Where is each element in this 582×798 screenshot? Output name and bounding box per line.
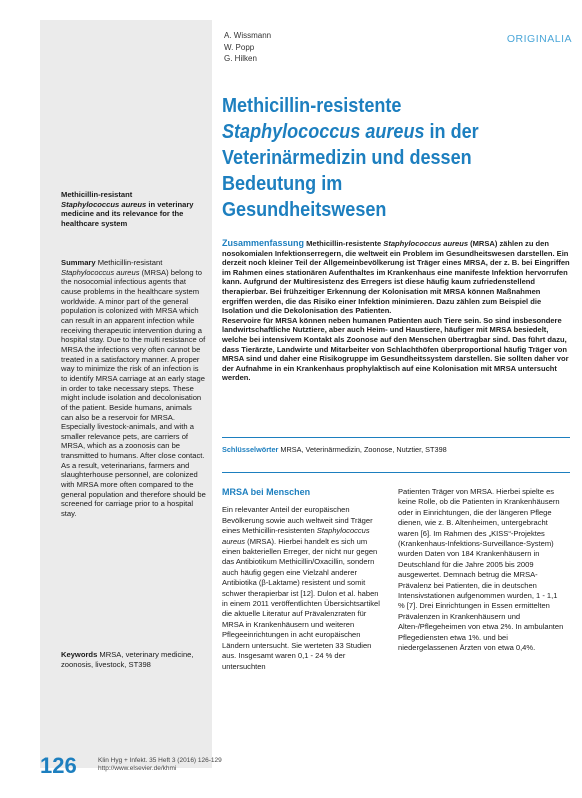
german-keywords [222, 445, 570, 455]
english-title [61, 190, 206, 228]
title-line: Veterinärmedizin und dessen [222, 146, 472, 169]
summary-italic: Staphylococcus aureus [61, 267, 140, 277]
divider [222, 472, 570, 473]
keywords-label: Keywords [61, 650, 98, 659]
author-name: A. Wissmann [224, 31, 272, 40]
title-line: Methicillin-resistente [222, 94, 402, 117]
title-text: in der [424, 120, 479, 143]
abstract-paragraph: Reservoire für MRSA können neben humanen Patienten auch Tiere sein. So sind insbesondere landwirtschaftliche Nutztiere, aber auch Heim- und Haustiere, häufiger mit MRSA besiedelt, welche bei intensivem Kontakt als Zoonose auf den Menschen übertragbar sind. Das führt dazu, dass Tierärzte, Landwirte und Mitarbeiter von Schlachthöfen überproportional häufig Träger von MRSA sind und daher eine Risikogruppe im Gesundheitssystem darstellen. Sie sollten daher vor der Aufnahme in ein Krankenhaus prophylaktisch auf eine Kolonisation mit MRSA untersucht werden. [222, 315, 569, 383]
keywords-text: MRSA, veterinary medicine, zoonosis, livestock, ST398 [61, 650, 194, 669]
section-badge: ORIGINALIA [506, 33, 572, 45]
body-text: (MRSA). Hierbei handelt es sich um einen bakteriellen Erreger, der nicht nur gegen das Antibiotikum Methicillin/Oxacillin, sondern auch häufig gegen eine Vielzahl anderer Antibiotika (β-Laktame) resistent und somit schwer therapierbar ist [12]. Dulon et al. haben in einem 2011 veröffentlichten Übersichtsartikel die aktuelle Literatur auf Prävalenzraten für MRSA in Krankenhäusern und weiteren Pflegeeinrichtungen in acht europäischen Ländern untersucht. Sie werteten 33 Studien aus. Insgesamt waren 0,1 - 24 % der untersuchten [222, 536, 380, 671]
body-italic: Staphylococcus aureus [222, 526, 370, 546]
english-summary [61, 258, 206, 519]
journal-footer [98, 757, 222, 773]
english-keywords [61, 650, 206, 669]
body-text: Patienten Träger von MRSA. Hierbei spielte es keine Rolle, ob die Patienten in Krankenhäusern oder in Einrichtungen, die der längeren Pflege dienen, wie z. B. Altenheimen, untergebracht waren [6]. Im Rahmen des „KISS“-Projektes (Krankenhaus-Infektions-Surveillance-System) wurden Daten von 184 Krankenhäusern in Deutschland für die Jahre 2005 bis 2009 ausgewertet. Demnach betrug die MRSA-Prävalenz bei Patienten, die in deutschen Intensivstationen aufgenommen wurden, 1 - 1,1 % [7]. Drei Einrichtungen in Essen ermittelten Prävalenzen in Krankenhäusern und Alten-/Pflegeheimen von etwa 2%. In ambulanten Pflegediensten etwa 1%. und bei niedergelassenen Ärzten von etwa 0,4%. [398, 487, 564, 653]
abstract-label: Zusammenfassung [222, 238, 305, 248]
author-name: G. Hilken [224, 54, 257, 63]
journal-url: http://www.elsevier.de/khmi [98, 765, 177, 772]
english-title-text: Methicillin-resistant [61, 190, 133, 199]
body-text: Ein relevanter Anteil der europäischen Bevölkerung sowie auch weltweit sind Träger eines Methicillin-resistenten [222, 505, 373, 536]
summary-label: Summary [61, 258, 96, 267]
title-line: Bedeutung im [222, 172, 343, 195]
abstract-text: (MRSA) zählen zu den nosokomialen Infektionserregern, die weltweit ein Problem im Gesundheitswesen darstellen. Ein derzeit noch kleiner Teil der Allgemeinbevölkerung ist Träger eines MRSA, der z. B. bei Eingriffen im Rahmen eines stationären Aufenthaltes im Krankenhaus eine manifeste Infektion hervorrufen kann. Aufgrund der Multiresistenz des Erregers ist diese häufig kaum zufriedenstellend therapierbar. Bei frühzeitiger Erkennung der Kolonisation mit MRSA können Maßnahmen ergriffen werden, die das Risiko einer Infektion minimieren. Dazu zählen zum Beispiel die Isolation und die Dekolonisation des Patienten. [222, 239, 570, 316]
title-italic: Staphylococcus aureus [222, 120, 425, 143]
section-heading: MRSA bei Menschen [222, 487, 311, 497]
article-title [222, 93, 526, 223]
english-title-text: in veterinary medicine and its relevance for the healthcare system [61, 199, 194, 228]
title-line: Gesundheitswesen [222, 198, 387, 221]
summary-text: Methicillin-resistant [95, 258, 163, 267]
body-column-right [398, 487, 564, 654]
divider [222, 437, 570, 438]
german-abstract [222, 239, 570, 383]
english-title-italic: Staphylococcus aureus [61, 199, 147, 209]
keywords-label: Schlüsselwörter [222, 445, 279, 454]
citation-line: Klin Hyg + Infekt. 35 Heft 3 (2016) 126-129 [98, 757, 222, 764]
page-number: 126 [40, 753, 77, 778]
keywords-text: MRSA, Veterinärmedizin, Zoonose, Nutztier, ST398 [278, 445, 447, 454]
summary-text: (MRSA) belong to the nosocomial infectious agents that cause problems in the healthcare system worldwide. A minor part of the general population is colonized with MRSA which can result in an apparent infection while receiving therapeutic intervention during a hospital stay. Due to the multi resistance of MRSA the infections very often cannot be treated in a satisfactory manner. A proper way to minimize the risk of an infection is to identify MRSA carriage at an early stage in order to take necessary steps. These might include isolation and decolonisation of the patient. Beside humans, animals can also be a reservoir for MRSA. Especially livestock-animals, and with a smaller relevance pets, are carriers of MRSA, which as a zoonosis can be transmitted to humans. After close contact. As a result, veterinarians, farmers and slaughterhouse personnel, are colonized with MRSA more often compared to the general population and therefore should be screened for carriage prior to a hospital stay. [61, 267, 206, 519]
title-line [222, 119, 526, 145]
abstract-text: Methicillin-resistente [304, 239, 384, 248]
body-column-left [222, 487, 382, 672]
author-name: W. Popp [224, 42, 255, 52]
abstract-italic: Staphylococcus aureus [383, 239, 469, 248]
author-list [224, 30, 271, 65]
